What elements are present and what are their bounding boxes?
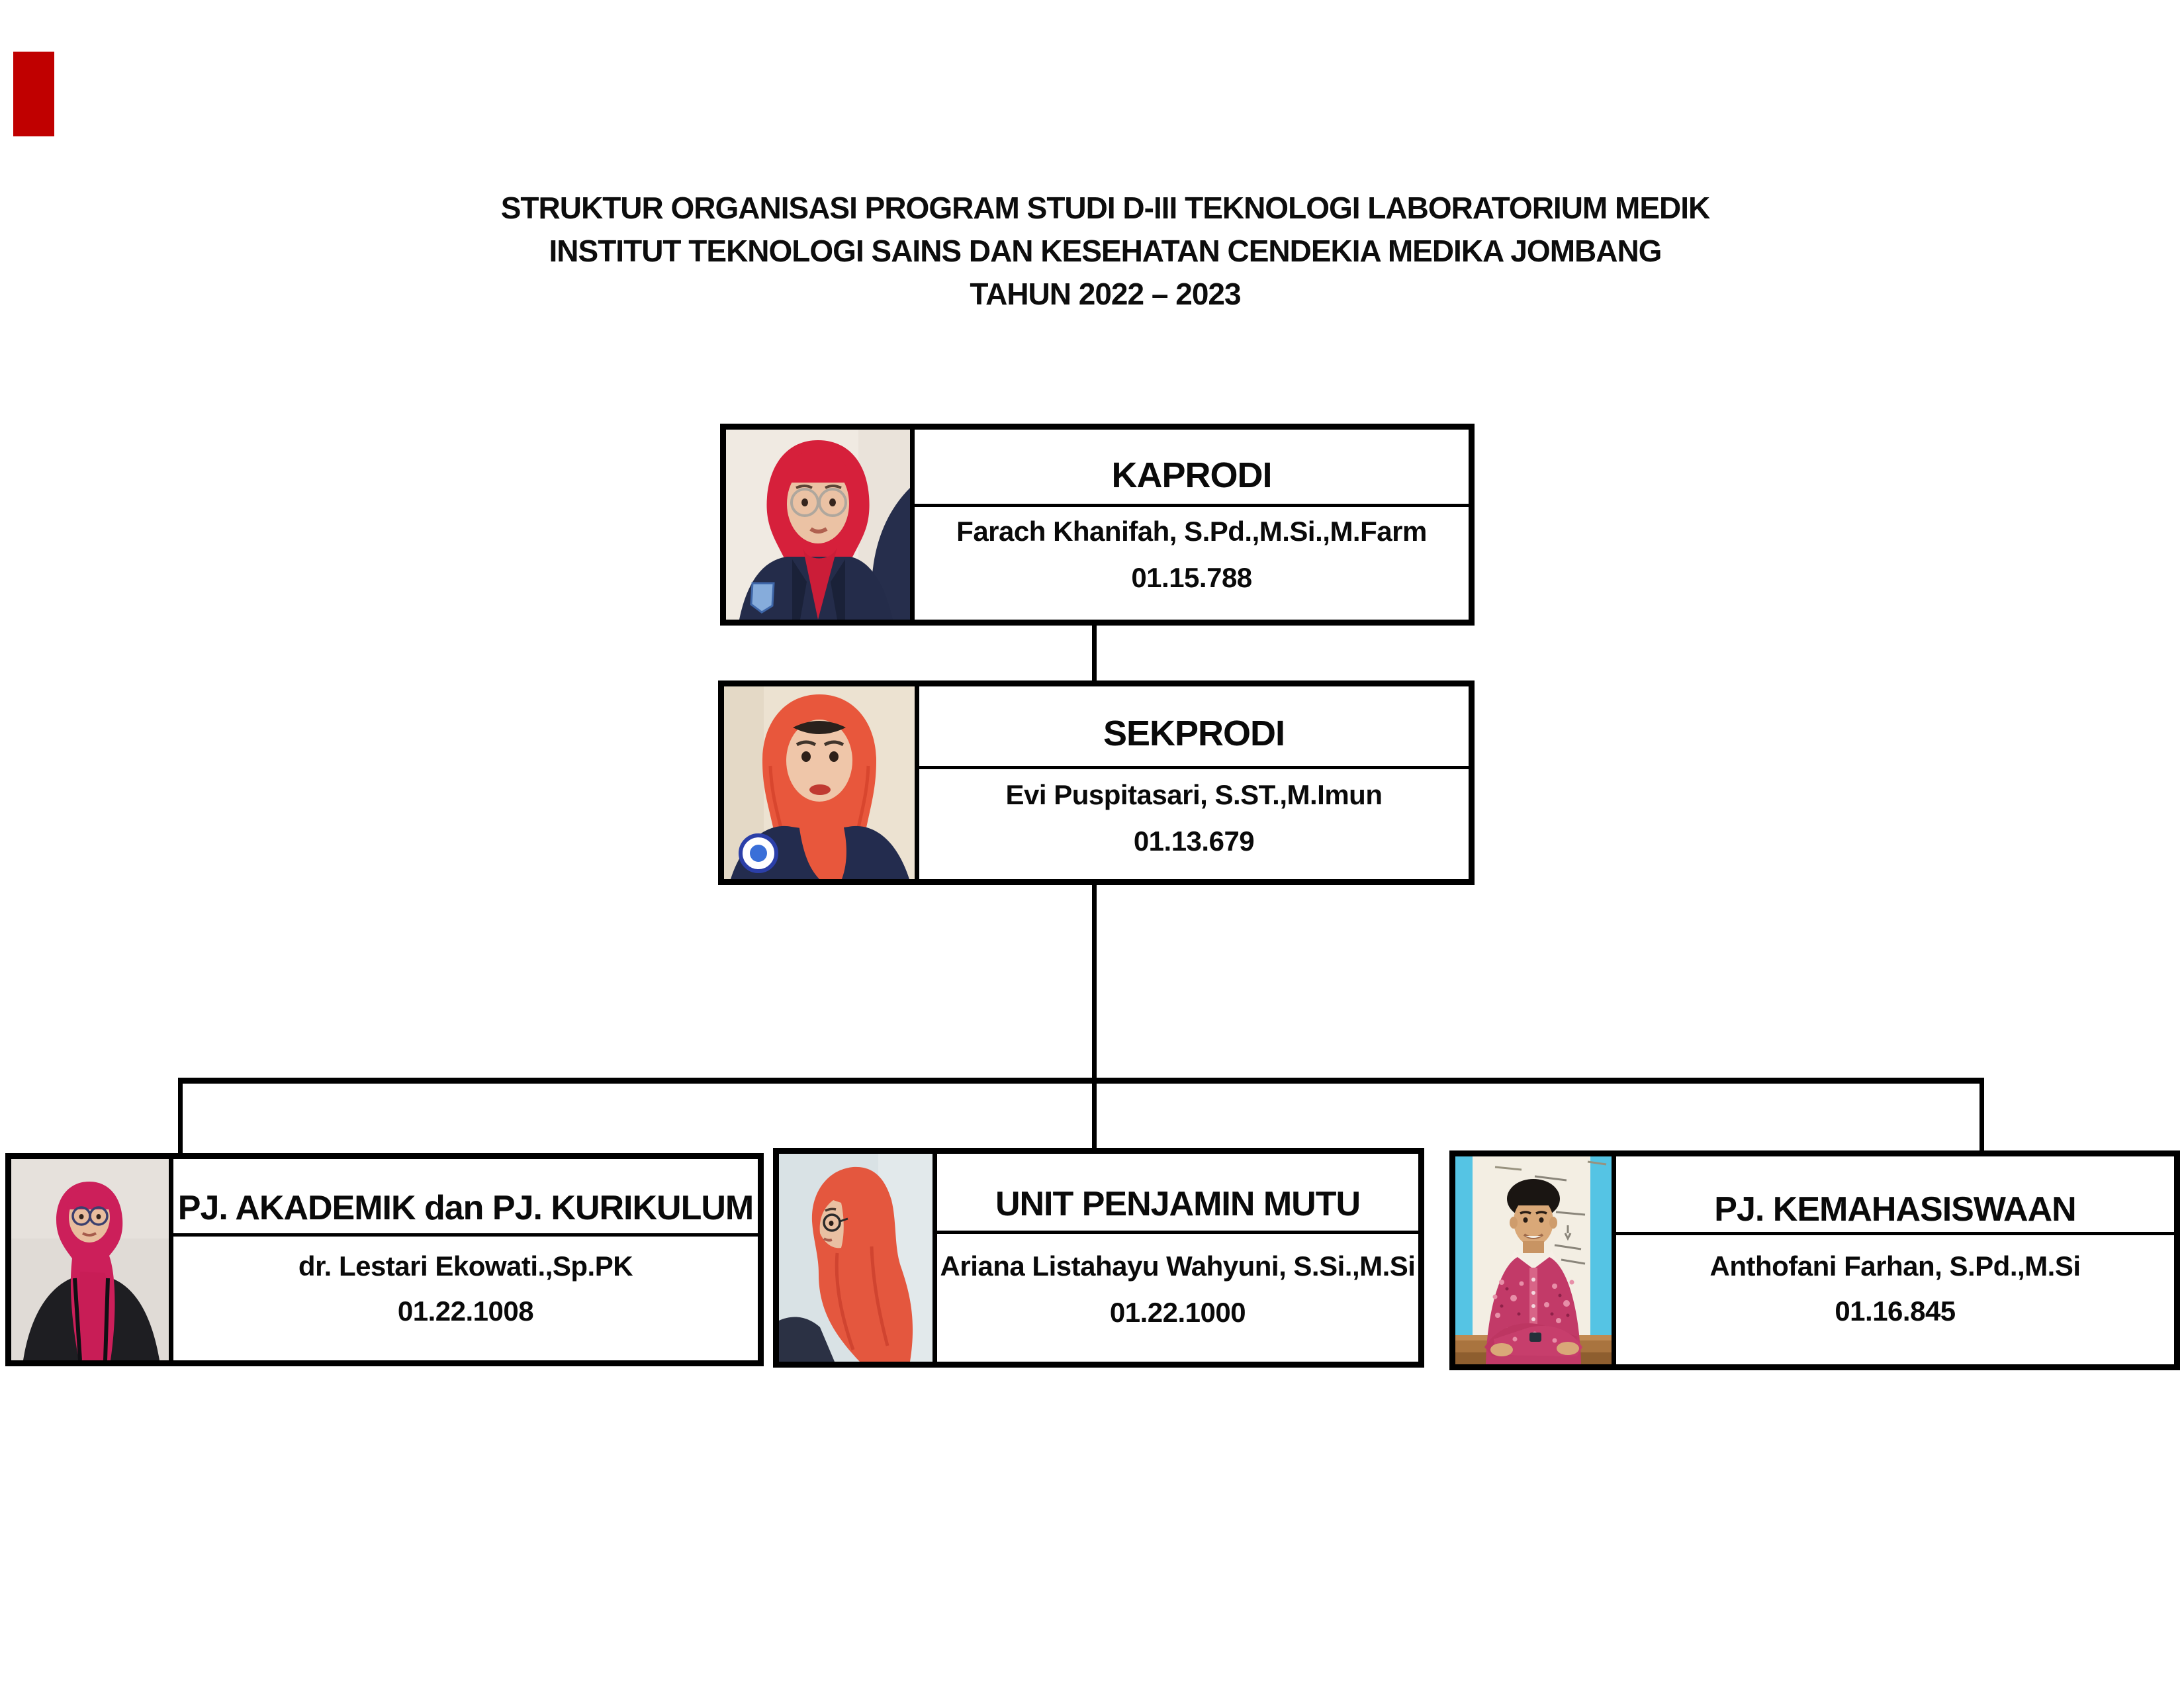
node-person-id: 01.13.679 bbox=[1133, 825, 1255, 857]
title-name-separator bbox=[937, 1231, 1418, 1234]
node-person-name: Evi Puspitasari, S.ST.,M.Imun bbox=[1005, 779, 1383, 810]
page-title-line1: STRUKTUR ORGANISASI PROGRAM STUDI D-III TEKNOLOGI LABORATORIUM MEDIK bbox=[500, 191, 1710, 225]
man-batik-shirt-desk-whiteboard-photo bbox=[1455, 1156, 1612, 1364]
node-person-id: 01.16.845 bbox=[1835, 1295, 1956, 1327]
node-title: SEKPRODI bbox=[1103, 714, 1285, 753]
org-node-pj-akademik-kurikulum bbox=[5, 1153, 764, 1366]
page-title-line2: INSTITUT TEKNOLOGI SAINS DAN KESEHATAN CENDEKIA MEDIKA JOMBANG bbox=[549, 234, 1662, 268]
node-person-id: 01.15.788 bbox=[1131, 562, 1252, 593]
org-node-kaprodi bbox=[720, 424, 1475, 626]
woman-coral-hijab-profile-photo bbox=[779, 1154, 933, 1362]
node-person-id: 01.22.1008 bbox=[397, 1295, 534, 1327]
node-person-name: Anthofani Farhan, S.Pd.,M.Si bbox=[1709, 1250, 2081, 1282]
page-title bbox=[496, 187, 1714, 316]
node-person-name: dr. Lestari Ekowati.,Sp.PK bbox=[298, 1250, 633, 1282]
photo-divider bbox=[1612, 1156, 1616, 1364]
title-name-separator bbox=[919, 766, 1469, 769]
org-node-pj-kemahasiswaan bbox=[1449, 1150, 2180, 1370]
red-corner-marker bbox=[13, 52, 54, 136]
title-name-separator bbox=[915, 504, 1469, 507]
connector-drop-right bbox=[1979, 1079, 1984, 1152]
connector-drop-center bbox=[1092, 1079, 1097, 1149]
woman-coral-hijab-navy-blazer-badge-photo bbox=[724, 686, 915, 879]
node-title: KAPRODI bbox=[1111, 455, 1272, 495]
woman-magenta-hijab-black-cardigan-photo bbox=[11, 1159, 169, 1360]
photo-divider bbox=[915, 686, 919, 879]
woman-red-hijab-navy-blazer-photo bbox=[726, 430, 910, 620]
node-title: UNIT PENJAMIN MUTU bbox=[995, 1185, 1361, 1223]
page-title-line3: TAHUN 2022 – 2023 bbox=[970, 277, 1241, 311]
connector-sekprodi-branch bbox=[1092, 884, 1097, 1080]
photo-divider bbox=[169, 1159, 173, 1360]
photo-divider bbox=[933, 1154, 937, 1362]
title-name-separator bbox=[173, 1233, 758, 1237]
photo-divider bbox=[910, 430, 915, 620]
node-person-id: 01.22.1000 bbox=[1109, 1297, 1246, 1328]
title-name-separator bbox=[1616, 1232, 2174, 1235]
org-node-sekprodi bbox=[718, 680, 1475, 885]
node-person-name: Ariana Listahayu Wahyuni, S.Si.,M.Si bbox=[940, 1250, 1416, 1282]
connector-branch-horizontal bbox=[178, 1078, 1984, 1084]
org-node-unit-penjamin-mutu bbox=[773, 1148, 1424, 1368]
node-title: PJ. AKADEMIK dan PJ. KURIKULUM bbox=[177, 1189, 754, 1227]
node-person-name: Farach Khanifah, S.Pd.,M.Si.,M.Farm bbox=[956, 516, 1427, 547]
node-title: PJ. KEMAHASISWAAN bbox=[1714, 1190, 2076, 1229]
connector-drop-left bbox=[178, 1079, 183, 1154]
connector-kaprodi-sekprodi bbox=[1092, 624, 1097, 682]
